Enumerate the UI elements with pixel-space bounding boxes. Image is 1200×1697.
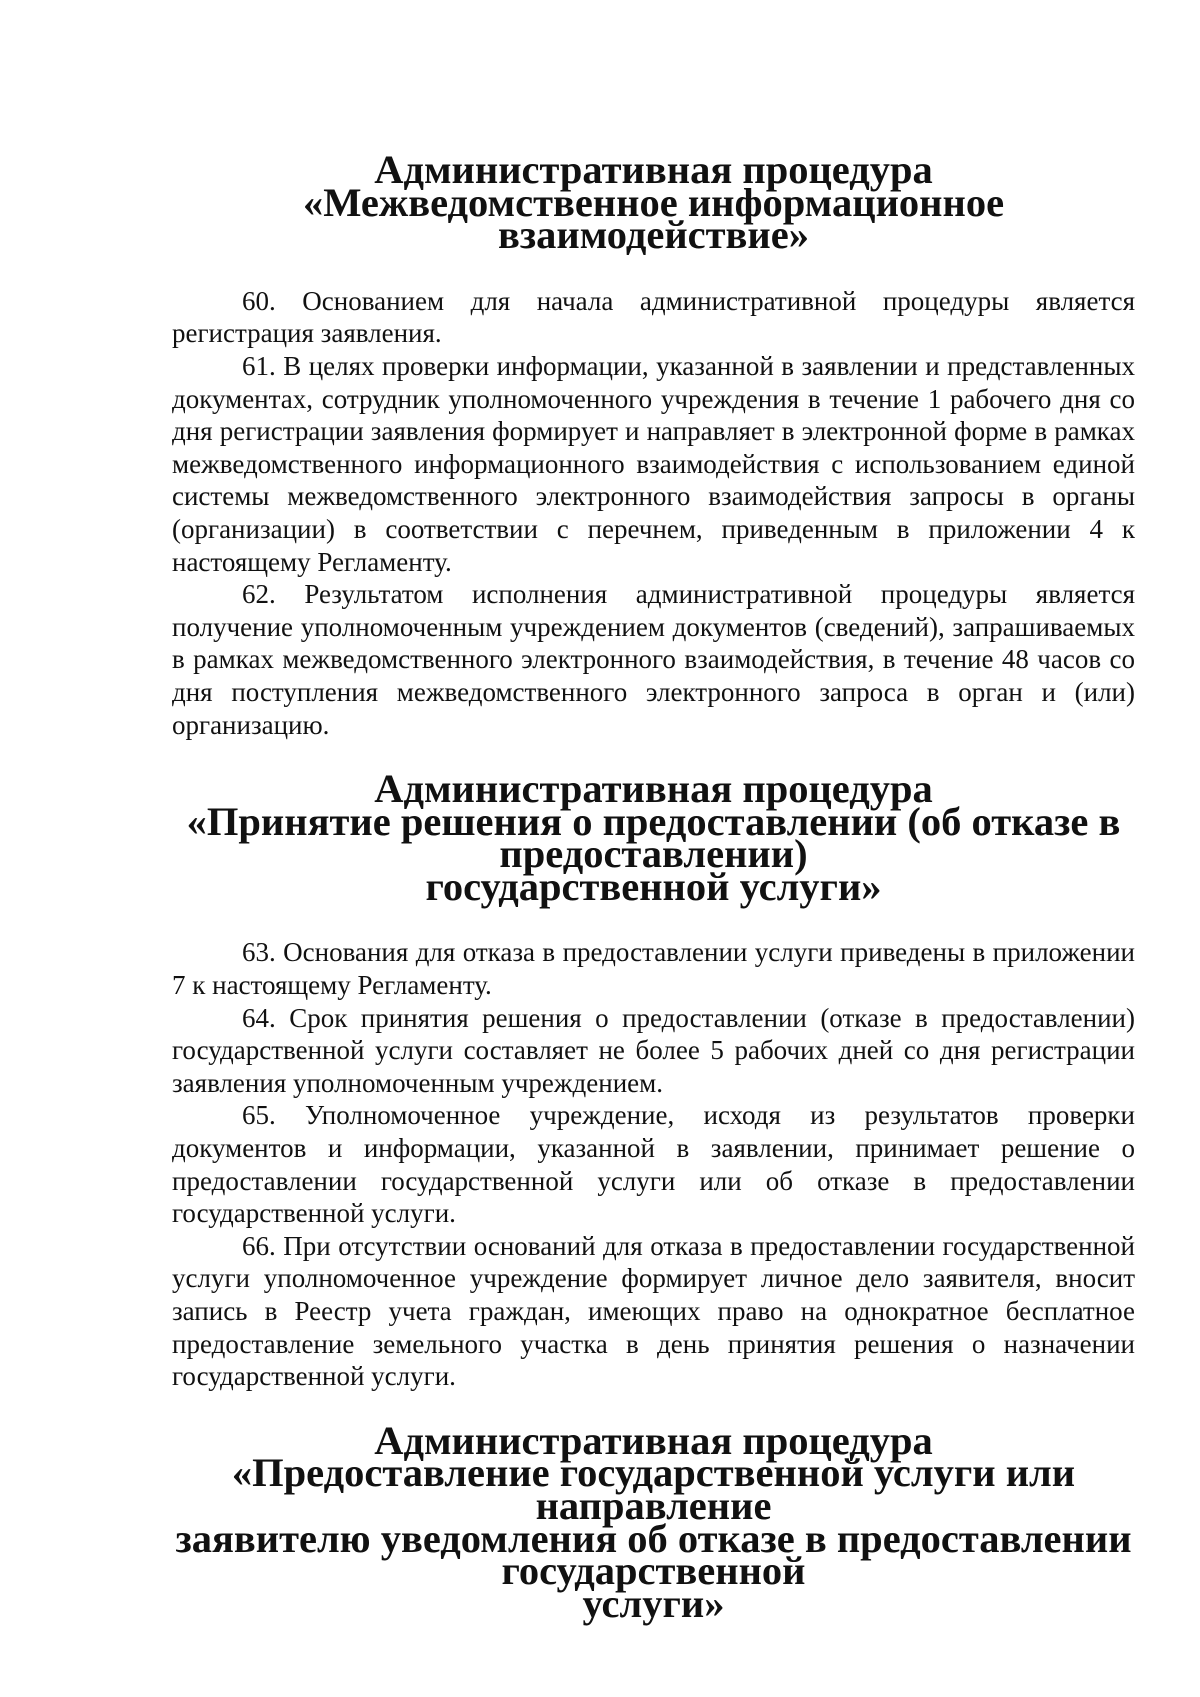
section-heading-line: заявителю уведомления об отказе в предоставлении государственной (175, 1515, 1132, 1594)
section-heading-line: услуги» (582, 1580, 725, 1626)
section-heading-line: «Предоставление государственной услуги или направление (231, 1450, 1076, 1528)
paragraph: 63. Основания для отказа в предоставлении услуги приведены в приложении 7 к настоящему Регламенту. (172, 937, 1135, 1001)
section-heading-line: «Межведомственное информационное взаимодействие» (302, 179, 1005, 258)
paragraph: 60. Основанием для начала административной процедуры является регистрация заявления. (172, 285, 1135, 349)
paragraph: 62. Результатом исполнения административной процедуры является получение уполномоченным учреждением документов (сведений), запрашиваемых в рамках межведомственного электронного взаимодействия, в течение 48 часов со дня поступления межведомственного электронного запроса в орган и (или) организацию. (172, 579, 1135, 740)
paragraph: 65. Уполномоченное учреждение, исходя из результатов проверки документов и информации, указанной в заявлении, принимает решение о предоставлении государственной услуги или об отказе в предоставлении государственной услуги. (172, 1100, 1135, 1229)
paragraph: 64. Срок принятия решения о предоставлении (отказе в предоставлении) государственной услуги составляет не более 5 рабочих дней со дня регистрации заявления уполномоченным учреждением. (172, 1002, 1135, 1098)
paragraph: 66. При отсутствии оснований для отказа в предоставлении государственной услуги уполномоченное учреждение формирует личное дело заявителя, вносит запись в Реестр учета граждан, имеющих право на однократное бесплатное предоставление земельного участка в день принятия решения о назначении государственной услуги. (172, 1230, 1135, 1392)
section-heading (172, 1417, 1135, 1626)
paragraph: 61. В целях проверки информации, указанной в заявлении и представленных документах, сотрудник уполномоченного учреждения в течение 1 рабочего дня со дня регистрации заявления формирует и направляет в электронной форме в рамках межведомственного информационного взаимодействия с использованием единой системы межведомственного электронного взаимодействия запросы в органы (организации) в соответствии с перечнем, приведенным в приложении 4 к настоящему Регламенту. (172, 350, 1135, 577)
section-heading-line: Административная процедура (374, 1417, 933, 1463)
section-heading-line: «Принятие решения о предоставлении (об отказе в предоставлении) (186, 798, 1121, 877)
section-heading-line: государственной услуги» (425, 863, 882, 909)
document-page (172, 147, 1135, 1626)
section-heading (172, 766, 1135, 909)
section-heading-line: Административная процедура (374, 766, 933, 812)
section-heading-line: Административная процедура (374, 147, 933, 192)
section-heading (172, 147, 1135, 258)
